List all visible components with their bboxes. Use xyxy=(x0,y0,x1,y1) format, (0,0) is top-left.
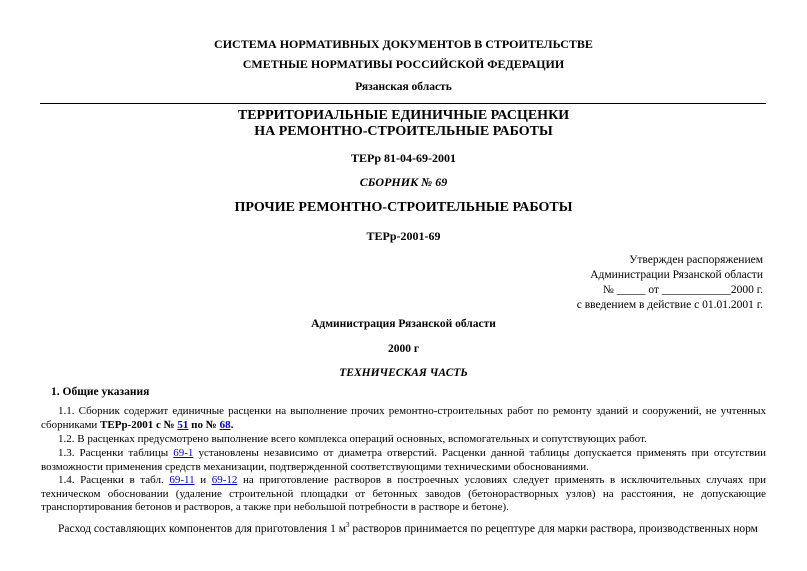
document-code: ТЕРр 81-04-69-2001 xyxy=(351,151,456,165)
collection-number: СБОРНИК № 69 xyxy=(359,175,448,189)
publication-year: 2000 г xyxy=(387,343,420,355)
document-title-line1: ТЕРРИТОРИАЛЬНЫЕ ЕДИНИЧНЫЕ РАСЦЕНКИ xyxy=(237,108,570,123)
paragraph-1-4 xyxy=(41,474,766,515)
paragraph-mix-consumption xyxy=(41,523,766,537)
approval-line4: с введением в действие с 01.01.2001 г. xyxy=(576,299,763,311)
cubic-superscript: 3 xyxy=(345,521,350,530)
paragraph-1-3 xyxy=(41,447,766,474)
approval-block xyxy=(577,253,763,313)
paragraph-1-4-text-2: на приготовление растворов в построечных условиях следует применять в исключительных случаях при техническом обосновании (удаление строительной площадки от бетонных заводов (бетонорастворных узлов) на расстояния, не допускающие транспортирования бетонов и растворов, а также при небольшой потребности в растворе и бетоне). xyxy=(41,474,766,513)
header-norms-title: СМЕТНЫЕ НОРМАТИВЫ РОССИЙСКОЙ ФЕДЕРАЦИИ xyxy=(242,57,565,71)
approval-line3: № _____ от ____________2000 г. xyxy=(602,284,763,296)
paragraph-1-2: 1.2. В расценках предусмотрено выполнение всего комплекса операций основных, вспомогательных и сопутствующих работ. xyxy=(58,433,647,445)
link-collection-68[interactable]: 68 xyxy=(219,418,231,431)
header-region: Рязанская область xyxy=(355,81,452,93)
paragraph-1-4-text: 1.4. Расценки в табл. xyxy=(58,474,170,486)
link-table-69-1[interactable]: 69-1 xyxy=(173,447,194,459)
link-table-69-11[interactable]: 69-11 xyxy=(169,474,195,486)
approval-line1: Утвержден распоряжением xyxy=(629,254,763,266)
paragraph-1-1-bold-2: по № xyxy=(188,418,220,431)
link-table-69-12[interactable]: 69-12 xyxy=(211,474,238,486)
paragraph-mix-text-2: растворов принимается по рецептуре для марки раствора, производственных норм xyxy=(349,523,758,535)
collection-subject: ПРОЧИЕ РЕМОНТНО-СТРОИТЕЛЬНЫЕ РАБОТЫ xyxy=(234,200,573,215)
approval-line2: Администрации Рязанской области xyxy=(590,269,763,281)
subsection-title: 1. Общие указания xyxy=(51,386,150,398)
paragraph-1-1-end: . xyxy=(230,418,234,431)
paragraph-1-4-and: и xyxy=(194,474,212,486)
section-title: ТЕХНИЧЕСКАЯ ЧАСТЬ xyxy=(339,367,468,379)
header-system-title: СИСТЕМА НОРМАТИВНЫХ ДОКУМЕНТОВ В СТРОИТЕЛЬСТВЕ xyxy=(214,37,593,51)
paragraph-1-1 xyxy=(41,405,766,432)
collection-code: ТЕРр-2001-69 xyxy=(366,229,441,243)
publisher: Администрация Рязанской области xyxy=(311,318,496,330)
paragraph-1-3-text: 1.3. Расценки таблицы xyxy=(58,447,174,459)
link-collection-51[interactable]: 51 xyxy=(177,418,189,431)
paragraph-1-1-text: 1.1. Сборник содержит единичные расценки на выполнение прочих ремонтно-строительных работ по ремонту зданий и сооружений, не учтенных сборниками xyxy=(41,405,766,431)
paragraph-1-1-bold: ТЕРр-2001 с № xyxy=(100,418,178,431)
document-title-line2: НА РЕМОНТНО-СТРОИТЕЛЬНЫЕ РАБОТЫ xyxy=(254,124,553,139)
paragraph-mix-text: Расход составляющих компонентов для приготовления 1 м xyxy=(58,523,346,535)
header-divider xyxy=(40,103,766,104)
paragraph-1-3-text-2: установлены независимо от диаметра отверстий. Расценки данной таблицы допускается применять при отсутствии возможности применения средств механизации, подтвержденной соответствующими техническими обоснованиями. xyxy=(41,447,766,473)
